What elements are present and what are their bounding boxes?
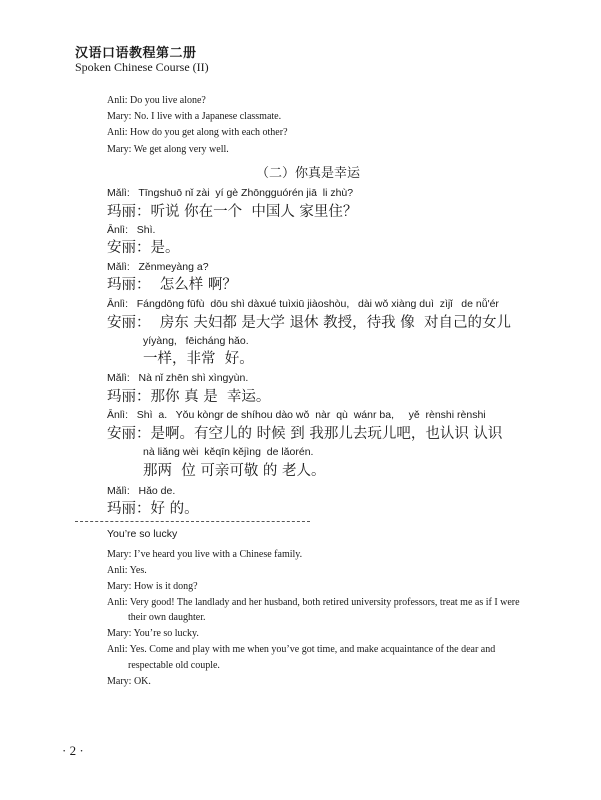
translation-line: Mary: OK.: [107, 676, 151, 687]
dialogue-pinyin-line: nà liǎng wèi kěqīn kějìng de lǎorén.: [143, 446, 314, 458]
translation-line: Anli: Very good! The landlady and her husband, both retired university professors, treat me as if I were: [107, 597, 520, 608]
dialogue-pinyin-line: Ānlì: Shì.: [107, 224, 156, 236]
dialogue-pinyin-line: Ānlì: Shì a. Yǒu kòngr de shíhou dào wǒ nàr qù wánr ba, yě rènshi rènshi: [107, 409, 486, 421]
dialogue-chinese-line: 安丽： 房东 夫妇都 是大学 退休 教授，待我 像 对自己的女儿: [107, 315, 511, 331]
english-section-title: You’re so lucky: [107, 528, 178, 540]
section-title: （二）你真是幸运: [256, 166, 361, 181]
dialogue-chinese-line: 安丽：是。: [107, 240, 180, 256]
english-line: Anli: How do you get along with each other?: [107, 127, 288, 138]
dialogue-chinese-line: 玛丽：那你 真 是 幸运。: [107, 389, 271, 405]
book-header-title: 汉语口语教程第二册: [75, 46, 197, 61]
english-line: Mary: No. I live with a Japanese classmate.: [107, 111, 282, 122]
dialogue-pinyin-line: Mǎlì: Nà nǐ zhēn shì xìngyùn.: [107, 372, 249, 384]
dialogue-chinese-line: 一样，非常 好。: [143, 351, 254, 367]
dialogue-pinyin-line: Mǎlì: Zěnmeyàng a?: [107, 261, 209, 273]
translation-line: Anli: Yes.: [107, 565, 147, 576]
book-header-subtitle: Spoken Chinese Course (II): [75, 60, 209, 74]
section-divider: [75, 521, 310, 522]
english-line: Anli: Do you live alone?: [107, 95, 206, 106]
english-line: Mary: We get along very well.: [107, 144, 229, 155]
dialogue-pinyin-line: Mǎlì: Hǎo de.: [107, 485, 176, 497]
translation-line: their own daughter.: [128, 612, 206, 623]
dialogue-pinyin-line: yíyàng, fēicháng hǎo.: [143, 335, 249, 347]
translation-line: Mary: I’ve heard you live with a Chinese family.: [107, 549, 303, 560]
translation-line: Anli: Yes. Come and play with me when you’ve got time, and make acquaintance of the dear and: [107, 644, 496, 655]
translation-line: Mary: You’re so lucky.: [107, 628, 199, 639]
dialogue-chinese-line: 玛丽： 怎么样 啊？: [107, 277, 237, 293]
translation-line: Mary: How is it dong?: [107, 581, 198, 592]
dialogue-chinese-line: 玛丽：好 的。: [107, 501, 199, 517]
translation-line: respectable old couple.: [128, 660, 220, 671]
dialogue-pinyin-line: Mǎlì: Tīngshuō nǐ zài yí gè Zhōngguórén jiā li zhù?: [107, 187, 354, 199]
dialogue-chinese-line: 安丽：是啊。有空儿的 时候 到 我那儿去玩儿吧，也认识 认识: [107, 426, 503, 442]
dialogue-chinese-line: 玛丽：听说 你在一个 中国人 家里住？: [107, 204, 358, 220]
dialogue-chinese-line: 那两 位 可亲可敬 的 老人。: [143, 463, 326, 479]
page-number: · 2 ·: [62, 743, 84, 758]
dialogue-pinyin-line: Ānlì: Fángdōng fūfù dōu shì dàxué tuìxiū jiàoshòu, dài wǒ xiàng duì zìjǐ de nǚ'ér: [107, 298, 499, 310]
